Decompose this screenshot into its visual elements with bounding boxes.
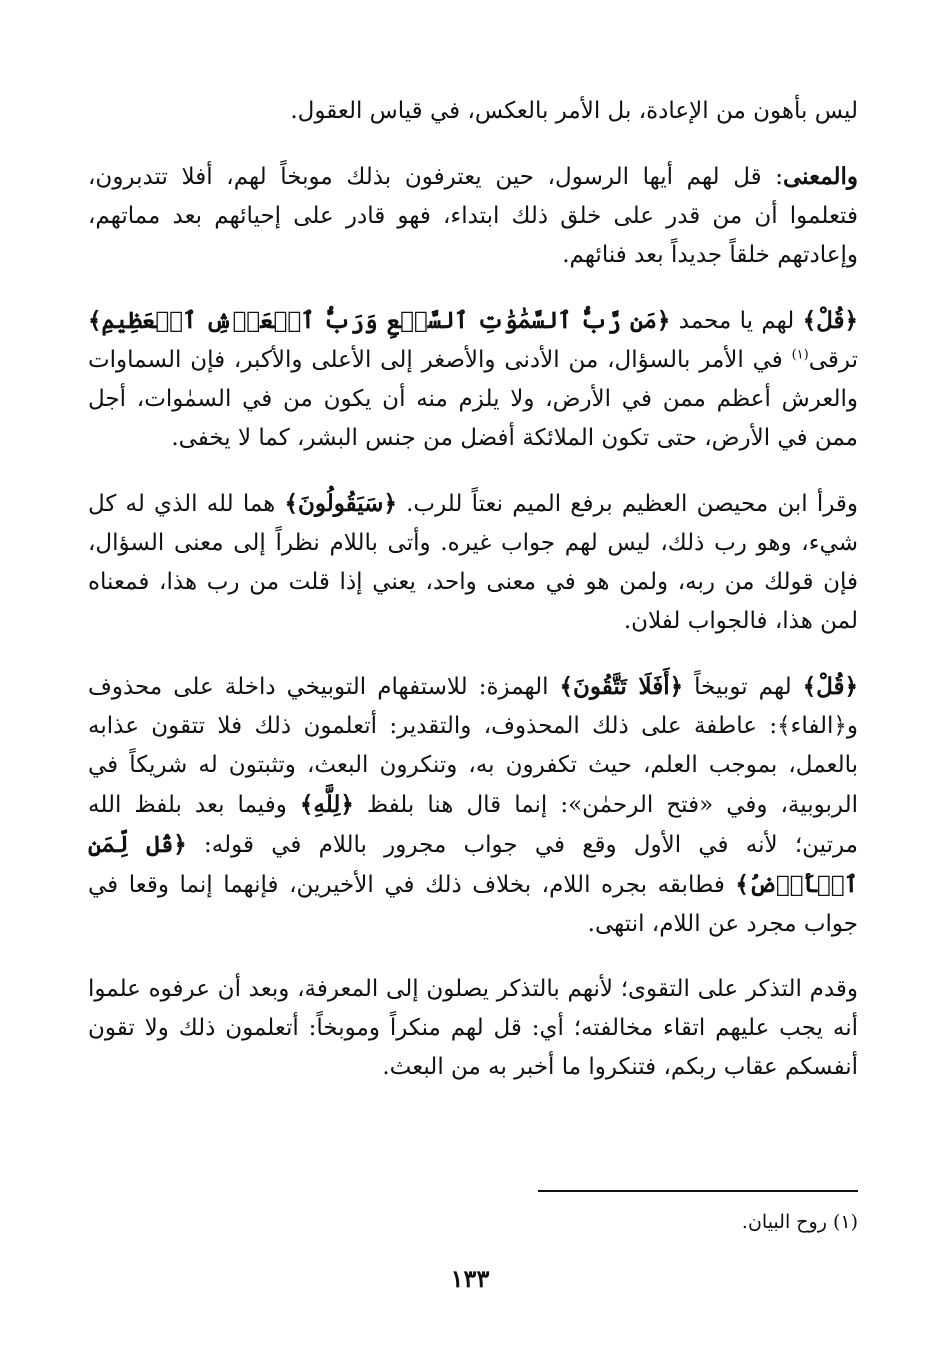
paragraph-3 [88, 301, 858, 458]
quran-quote: ﴿قُل لِّمَنِ ٱلۡأَرۡضُ﴾ [88, 831, 858, 898]
quran-quote: ﴿قُلْ﴾ [802, 307, 858, 334]
footnote-text: روح البيان. [741, 1211, 833, 1233]
footnote [742, 1208, 858, 1236]
paragraph-5-text: الهمزة: للاستفهام التوبيخي داخلة على محذوف و [88, 674, 858, 739]
paragraph-2-text: : قل لهم أيها الرسول، حين يعترفون بذلك موبخاً لهم، أفلا تتدبرون، فتعلموا أن من قدر على خلق ذلك ابتداء، فهو قادر على إحيائهم بعد مماتهم، وإعادتهم خلقاً جديداً بعد فنائهم. [88, 164, 858, 268]
footnote-divider [538, 1190, 858, 1192]
paragraph-4 [88, 484, 858, 641]
paragraph-4-text: هما لله الذي له كل شيء، وهو رب ذلك، ليس لهم جواب غيره. وأتى باللام نظراً إلى معنى السؤال، فإن قولك من ربه، ولمن هو في معنى واحد، يعني إذا قلت من رب هذا، فمعناه لمن هذا، فالجواب لفلان. [88, 491, 858, 634]
quran-quote: ﴿لِلَّهِ﴾ [299, 791, 354, 818]
paragraph-6-text: وقدم التذكر على التقوى؛ لأنهم بالتذكر يصلون إلى المعرفة، وبعد أن عرفوه علموا أنه يجب عليهم اتقاء مخالفته؛ أي: قل لهم منكراً وموبخاً: أتعلمون ذلك ولا تقون أنفسكم عقاب ربكم، فتنكروا ما أخبر به من البعث. [88, 976, 858, 1080]
paragraph-5 [88, 667, 858, 944]
paragraph-3-text: ترقى [808, 347, 858, 373]
paragraph-2-lead: والمعنى [782, 163, 858, 190]
paragraph-1-text: ليس بأهون من الإعادة، بل الأمر بالعكس، في قياس العقول. [290, 98, 858, 124]
paragraph-5-text: وفيما بعد بلفظ الله مرتين؛ لأنه في الأول وقع في جواب مجرور باللام في قوله: [88, 792, 858, 858]
paragraph-6 [88, 970, 858, 1087]
paragraph-2 [88, 157, 858, 275]
paragraph-5-text: فطابقه بجره اللام، بخلاف ذلك في الأخيرين، فإنهما إنما وقعا في جواب مجرد عن اللام، انتهى. [88, 872, 858, 937]
footnote-reference: (١) [791, 347, 809, 363]
paragraph-4-text: وقرأ ابن محيصن العظيم برفع الميم نعتاً للرب. [396, 491, 859, 517]
paragraph-3-text: في الأمر بالسؤال، من الأدنى والأصغر إلى الأعلى والأكبر، فإن السماوات والعرش أعظم ممن في الأرض، ولا يلزم منه أن يكون من في السمٰوات، أجل ممن في الأرض، حتى تكون الملائكة أفضل من جنس البشر، كما لا يخفى. [88, 347, 858, 451]
quran-quote: ﴿مَن رَّبُّ ٱلسَّمَٰوَٰتِ ٱلسَّبۡعِ وَرَبُّ ٱلۡعَرۡشِ ٱلۡعَظِيمِ﴾ [88, 307, 671, 334]
paragraph-5-text: : عاطفة على ذلك المحذوف، والتقدير: أتعلمون ذلك فلا تتقون عذابه بالعمل، بموجب العلم، حيث تكفرون به، وتنكرون البعث، وتثبتون له شريكاً في الربوبية، وفي «فتح الرحمٰن»: إنما قال هنا بلفظ [88, 713, 858, 818]
main-text [88, 92, 858, 1113]
quran-quote: ﴿سَيَقُولُونَ﴾ [284, 490, 397, 517]
paragraph-1 [88, 92, 858, 131]
page-number: ١٣٣ [450, 1264, 490, 1293]
paragraph-5-text: لهم توبيخاً [683, 674, 803, 700]
quoted-term: ﴿الفاء﴾ [777, 713, 847, 739]
paragraph-3-text: لهم يا محمد [670, 308, 803, 334]
quran-quote: ﴿قُلْ﴾ [802, 673, 858, 700]
quran-quote: ﴿أَفَلَا تَتَّقُونَ﴾ [559, 673, 684, 700]
footnote-marker: (١) [832, 1211, 858, 1233]
